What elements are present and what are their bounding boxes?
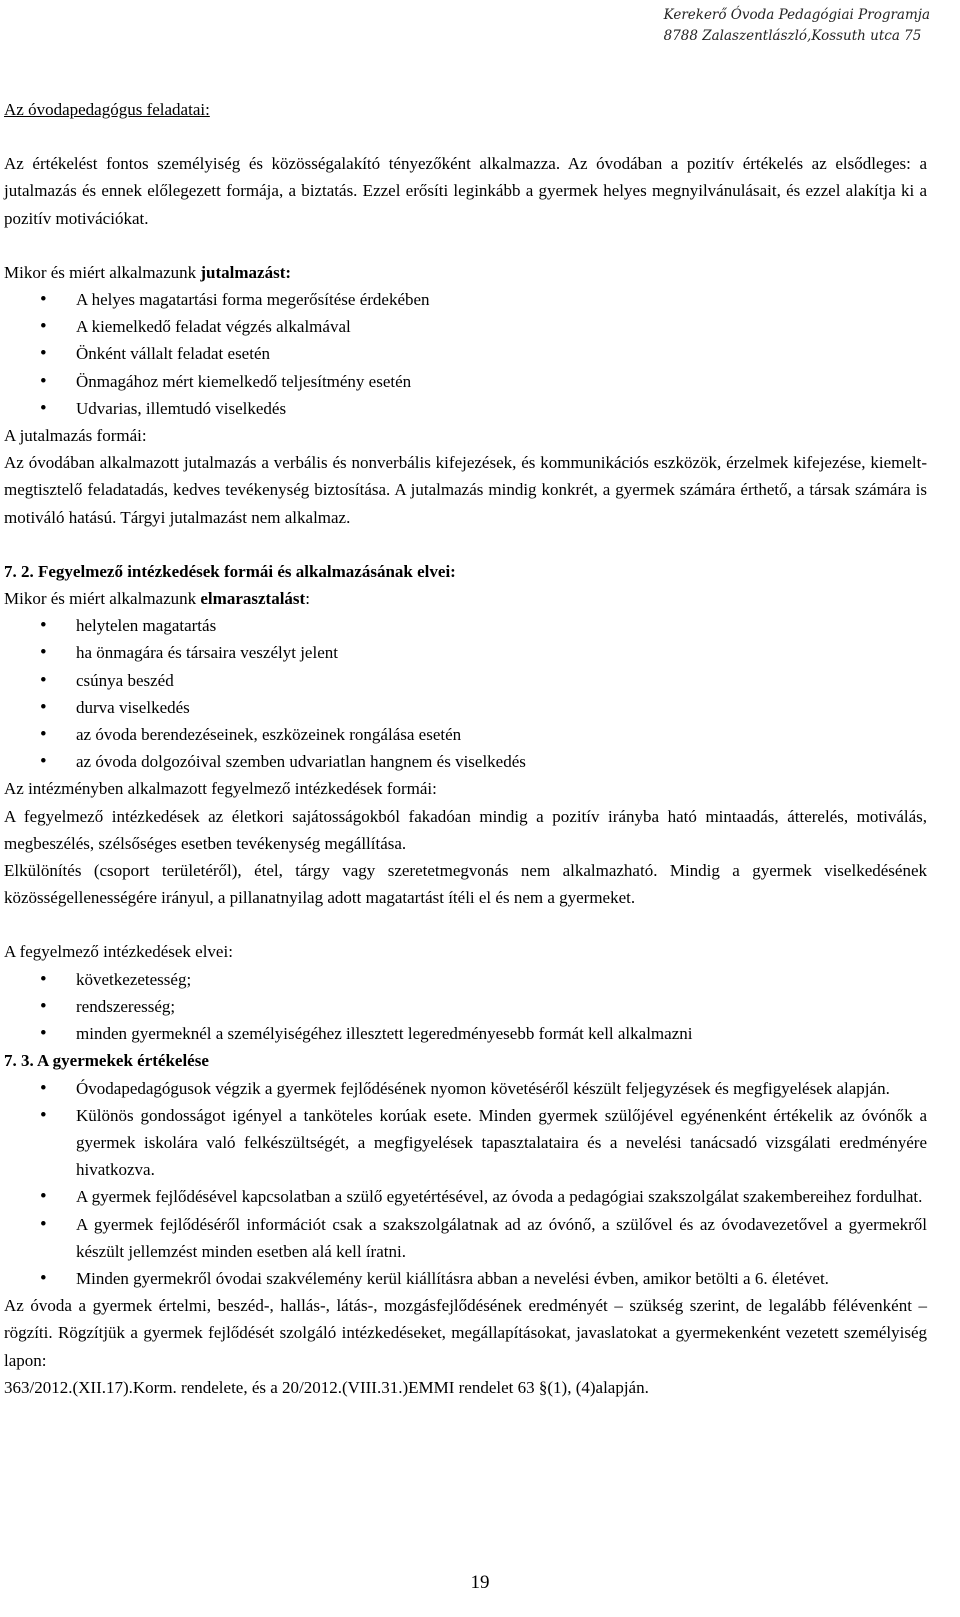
list-item: • A gyermek fejlődésével kapcsolatban a szülő egyetértésével, az óvoda a pedagógiai szakszolgálat szakembereihez fordulhat. — [4, 1183, 927, 1210]
list-item: • A helyes magatartási forma megerősítése érdekében — [4, 286, 927, 313]
list-item: • Óvodapedagógusok végzik a gyermek fejlődésének nyomon követéséről készült feljegyzések és megfigyelések alapján. — [4, 1075, 927, 1102]
header-line-2: 8788 Zalaszentlászló,Kossuth utca 75 — [663, 28, 922, 44]
discipline-heading: 7. 2. Fegyelmező intézkedések formái és alkalmazásának elvei: — [4, 561, 456, 581]
list-item: • helytelen magatartás — [4, 612, 927, 639]
header-line-1: Kerekerő Óvoda Pedagógiai Programja — [663, 7, 930, 23]
list-item: • Minden gyermekről óvodai szakvélemény kerül kiállításra abban a nevelési évben, amikor betölti a 6. életévet. — [4, 1265, 927, 1292]
list-item: • Önmagához mért kiemelkedő teljesítmény esetén — [4, 368, 927, 395]
page-header — [664, 5, 930, 47]
evaluation-heading: 7. 3. A gyermekek értékelése — [4, 1051, 209, 1071]
section-title-teacher-tasks: Az óvodapedagógus feladatai: — [4, 100, 210, 119]
discipline-lead: Mikor és miért alkalmazunk elmarasztalást: — [4, 589, 310, 609]
list-item: • az óvoda berendezéseinek, eszközeinek rongálása esetén — [4, 721, 927, 748]
list-item: • az óvoda dolgozóival szemben udvariatlan hangnem és viselkedés — [4, 748, 927, 775]
list-item: • csúnya beszéd — [4, 667, 927, 694]
page-content — [4, 96, 927, 1401]
reward-forms-text: Az óvodában alkalmazott jutalmazás a verbális és nonverbális kifejezések, és kommunikációs eszközök, érzelmek kifejezése, kiemelt-megtisztelő feladatadás, kedves tevékenység biztosítása. A jutalmazás mindig konkrét, a gyermek számára érthető, a társak számára is motiváló hatású. Tárgyi jutalmazást nem alkalmaz. — [4, 453, 927, 527]
list-item: • Udvarias, illemtudó viselkedés — [4, 395, 927, 422]
list-item: • ha önmagára és társaira veszélyt jelent — [4, 639, 927, 666]
intro-paragraph: Az értékelést fontos személyiség és közösségalakító tényezőként alkalmazza. Az óvodában a pozitív értékelés az elsődleges: a jutalmazás és ennek előlegezett formája, a biztatás. Ezzel erősíti leginkább a gyermek helyes megnyilvánulásait, és ezzel alakítja ki a pozitív motivációkat. — [4, 154, 927, 228]
page-number: 19 — [470, 1572, 490, 1593]
list-item: • Különös gondosságot igényel a tanköteles korúak esete. Minden gyermek szülőjével egyénenként értékelik az óvónők a gyermek iskolára való felkészültségét, a megfigyelések tapasztalataira és a nevelési tanácsadó vizsgálati eredményére hivatkozva. — [4, 1102, 927, 1184]
list-item: • Önként vállalt feladat esetén — [4, 340, 927, 367]
list-item: • rendszeresség; — [4, 993, 927, 1020]
discipline-list — [4, 612, 927, 775]
discipline-principles-title: A fegyelmező intézkedések elvei: — [4, 942, 233, 962]
list-item: • minden gyermeknél a személyiségéhez illesztett legeredményesebb formát kell alkalmazni — [4, 1020, 927, 1047]
reward-list — [4, 286, 927, 422]
discipline-forms-text: A fegyelmező intézkedések az életkori sajátosságokból fakadóan mindig a pozitív irányba ható mintaadás, átterelés, motiválás, megbeszélés, szélsőséges esetben tevékenység megállítása. — [4, 806, 927, 853]
list-item: • durva viselkedés — [4, 694, 927, 721]
discipline-forms-title: Az intézményben alkalmazott fegyelmező intézkedések formái: — [4, 779, 437, 799]
list-item: • A kiemelkedő feladat végzés alkalmával — [4, 313, 927, 340]
evaluation-law-reference: 363/2012.(XII.17).Korm. rendelete, és a 20/2012.(VIII.31.)EMMI rendelet 63 §(1), (4)alapján. — [4, 1377, 649, 1397]
evaluation-closing: Az óvoda a gyermek értelmi, beszéd-, hallás-, látás-, mozgásfejlődésének eredményét – szükség szerint, de legalább félévenként – rögzíti. Rögzítjük a gyermek fejlődését szolgáló intézkedéseket, megállapításokat, javaslatokat a gyermekenként vezetett személyiség lapon: — [4, 1296, 927, 1370]
reward-forms-title: A jutalmazás formái: — [4, 426, 147, 446]
list-item: • következetesség; — [4, 966, 927, 993]
evaluation-list — [4, 1075, 927, 1293]
reward-lead: Mikor és miért alkalmazunk jutalmazást: — [4, 262, 292, 282]
discipline-isolation-text: Elkülönítés (csoport területéről), étel, tárgy vagy szeretetmegvonás nem alkalmazható. Mindig a gyermek viselkedésének közösségellenességére irányul, a pillanatnyilag adott magatartást ítéli el és nem a gyermeket. — [4, 861, 927, 908]
list-item: • A gyermek fejlődéséről információt csak a szakszolgálatnak ad az óvónő, a szülővel és az óvodavezetővel a gyermekről készült jellemzést minden esetben alá kell íratni. — [4, 1211, 927, 1265]
discipline-principles-list — [4, 966, 927, 1048]
